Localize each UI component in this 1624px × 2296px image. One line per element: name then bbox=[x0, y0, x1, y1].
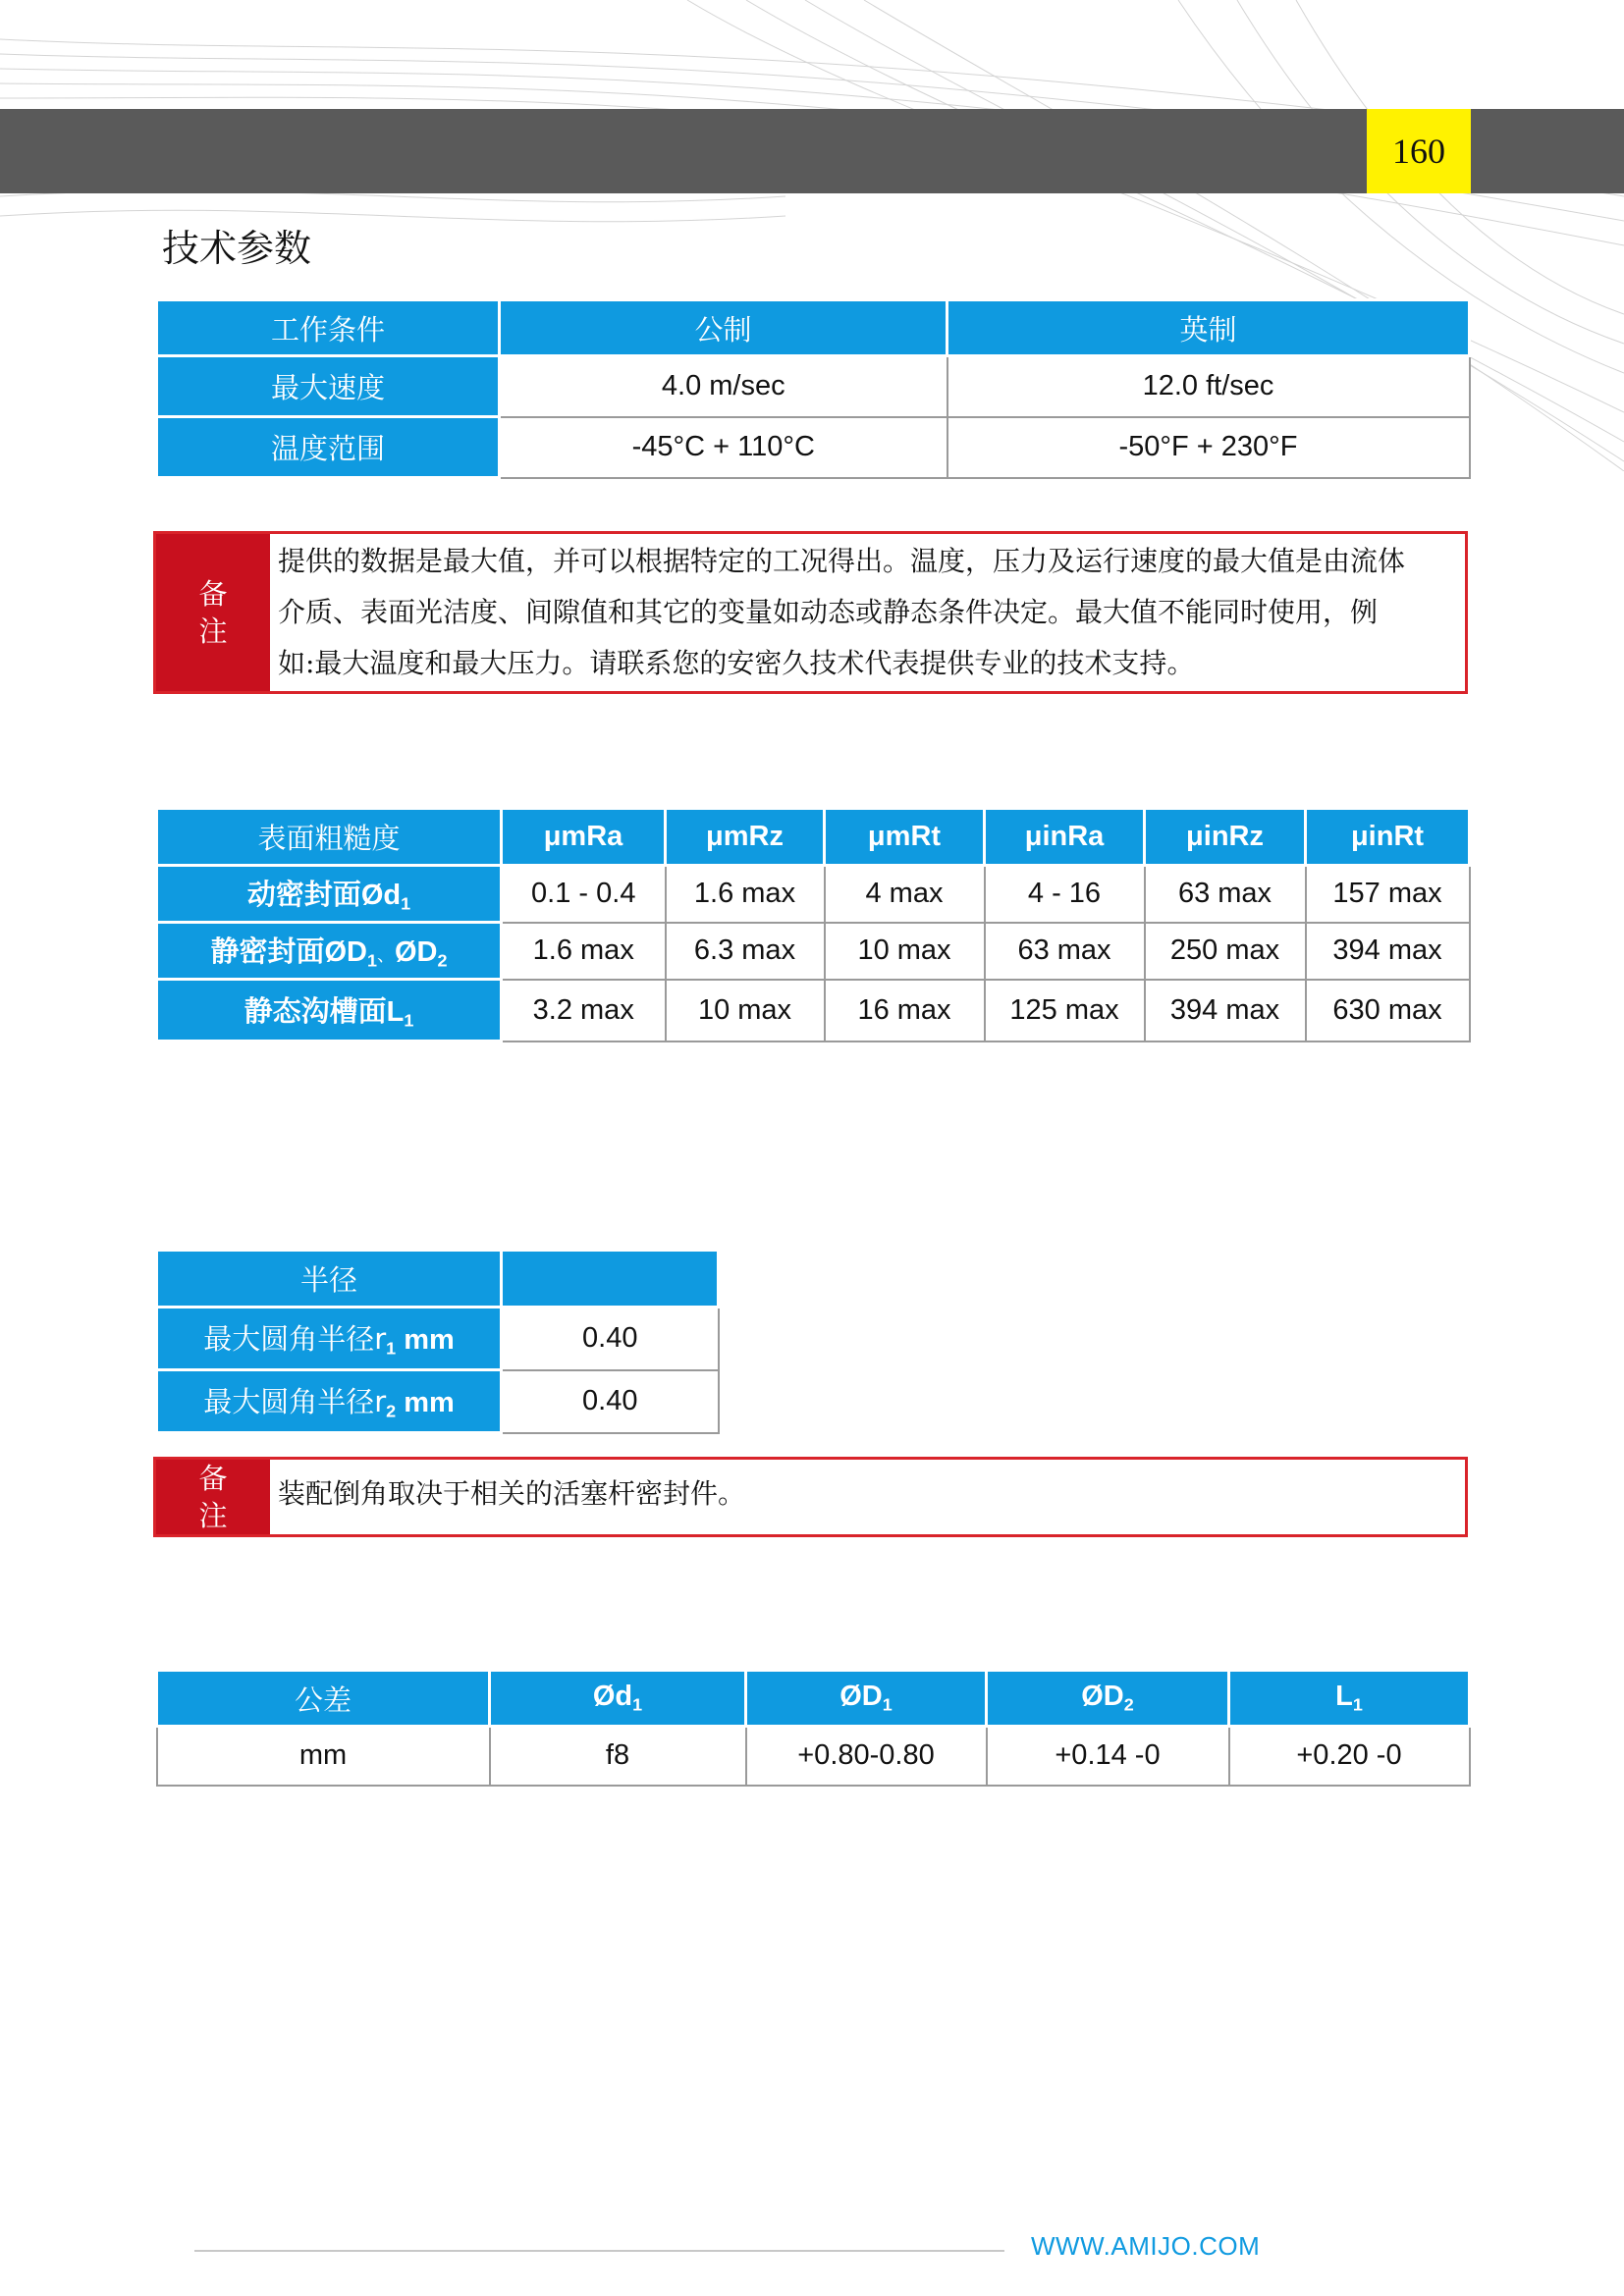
table-cell: 1.6 max bbox=[502, 923, 666, 980]
note-line: 提供的数据是最大值，并可以根据特定的工况得出。温度，压力及运行速度的最大值是由流体 bbox=[278, 545, 1406, 577]
table-row bbox=[157, 417, 1470, 478]
header-cell: μmRa bbox=[502, 809, 666, 866]
table-row bbox=[157, 866, 1470, 923]
table-row bbox=[157, 1308, 719, 1370]
row-label: 静密封面$ØD_1$、$ØD_2$ bbox=[157, 923, 502, 980]
header-cell: μmRt bbox=[825, 809, 985, 866]
table-cell: 10 max bbox=[825, 923, 985, 980]
surface-roughness-table bbox=[155, 807, 1471, 1042]
header-cell: $Ød_1$ bbox=[490, 1671, 746, 1727]
table-row bbox=[157, 1370, 719, 1433]
table-row bbox=[157, 923, 1470, 980]
header-cell: μinRz bbox=[1145, 809, 1306, 866]
table-cell: 4 max bbox=[825, 866, 985, 923]
table-cell: 63 max bbox=[985, 923, 1145, 980]
table-cell: 157 max bbox=[1306, 866, 1470, 923]
table-cell: 16 max bbox=[825, 980, 985, 1041]
note-text: 装配倒角取决于相关的活塞杆密封件。 bbox=[278, 1477, 746, 1510]
table-cell: 3.2 max bbox=[502, 980, 666, 1041]
row-label: 最大圆角半径$r_1$ mm bbox=[157, 1308, 502, 1370]
header-cell: $ØD_1$ bbox=[746, 1671, 987, 1727]
table-cell: 394 max bbox=[1145, 980, 1306, 1041]
note-text bbox=[270, 534, 1465, 691]
table-header-row bbox=[157, 809, 1470, 866]
table-cell: 4 - 16 bbox=[985, 866, 1145, 923]
table-row bbox=[157, 1727, 1470, 1786]
table-header-row bbox=[157, 300, 1470, 356]
tolerance-table bbox=[155, 1669, 1471, 1787]
header-cell bbox=[502, 1251, 719, 1308]
footer-divider bbox=[194, 2250, 1004, 2252]
table-cell: 125 max bbox=[985, 980, 1145, 1041]
table-cell: 250 max bbox=[1145, 923, 1306, 980]
operating-conditions-table bbox=[155, 298, 1471, 479]
table-cell: +0.20 -0 bbox=[1229, 1727, 1470, 1786]
table-cell: 0.1 - 0.4 bbox=[502, 866, 666, 923]
table-cell: 0.40 bbox=[502, 1308, 719, 1370]
note-line: 介质、表面光洁度、间隙值和其它的变量如动态或静态条件决定。最大值不能同时使用，例 bbox=[278, 596, 1379, 628]
table-cell: +0.14 -0 bbox=[987, 1727, 1229, 1786]
row-label: 最大圆角半径$r_2$ mm bbox=[157, 1370, 502, 1433]
table-cell: 0.40 bbox=[502, 1370, 719, 1433]
table-header-row bbox=[157, 1251, 719, 1308]
note-box bbox=[153, 1457, 1468, 1537]
header-cell: 公差 bbox=[157, 1671, 490, 1727]
table-cell: f8 bbox=[490, 1727, 746, 1786]
page-number: 160 bbox=[1367, 109, 1471, 193]
note-line: 如:最大温度和最大压力。请联系您的安密久技术代表提供专业的技术支持。 bbox=[278, 647, 1195, 679]
imperial-value: -50°F + 230°F bbox=[947, 417, 1470, 478]
row-label: 静态沟槽面$L_1$ bbox=[157, 980, 502, 1041]
table-row bbox=[157, 980, 1470, 1041]
table-row bbox=[157, 356, 1470, 417]
table-cell: 630 max bbox=[1306, 980, 1470, 1041]
header-cell: 工作条件 bbox=[157, 300, 500, 356]
row-label: 最大速度 bbox=[157, 356, 500, 417]
note-tag-char: 备 bbox=[198, 577, 228, 611]
row-label: 动密封面$Ød_1$ bbox=[157, 866, 502, 923]
header-cell: 公制 bbox=[500, 300, 947, 356]
note-tag-char: 注 bbox=[198, 1499, 228, 1532]
table-cell: 1.6 max bbox=[666, 866, 825, 923]
note-tag bbox=[156, 534, 270, 691]
header-cell: 表面粗糙度 bbox=[157, 809, 502, 866]
table-cell: 63 max bbox=[1145, 866, 1306, 923]
section-title: 技术参数 bbox=[162, 227, 312, 270]
note-tag-char: 备 bbox=[198, 1462, 228, 1495]
row-label: 温度范围 bbox=[157, 417, 500, 478]
imperial-value: 12.0 ft/sec bbox=[947, 356, 1470, 417]
header-cell: μinRt bbox=[1306, 809, 1470, 866]
unit-cell: mm bbox=[157, 1727, 490, 1786]
footer-website-link[interactable]: WWW.AMIJO.COM bbox=[1031, 2231, 1261, 2261]
note-box bbox=[153, 531, 1468, 694]
header-cell: $L_1$ bbox=[1229, 1671, 1470, 1727]
table-cell: +0.80-0.80 bbox=[746, 1727, 987, 1786]
note-tag bbox=[156, 1460, 270, 1534]
header-cell: $ØD_2$ bbox=[987, 1671, 1229, 1727]
header-cell: 半径 bbox=[157, 1251, 502, 1308]
table-header-row bbox=[157, 1671, 1470, 1727]
header-cell: μmRz bbox=[666, 809, 825, 866]
header-cell: μinRa bbox=[985, 809, 1145, 866]
table-cell: 10 max bbox=[666, 980, 825, 1041]
radius-table bbox=[155, 1249, 720, 1434]
table-cell: 6.3 max bbox=[666, 923, 825, 980]
note-tag-char: 注 bbox=[198, 614, 228, 648]
metric-value: 4.0 m/sec bbox=[500, 356, 947, 417]
header-cell: 英制 bbox=[947, 300, 1470, 356]
metric-value: -45°C + 110°C bbox=[500, 417, 947, 478]
table-cell: 394 max bbox=[1306, 923, 1470, 980]
